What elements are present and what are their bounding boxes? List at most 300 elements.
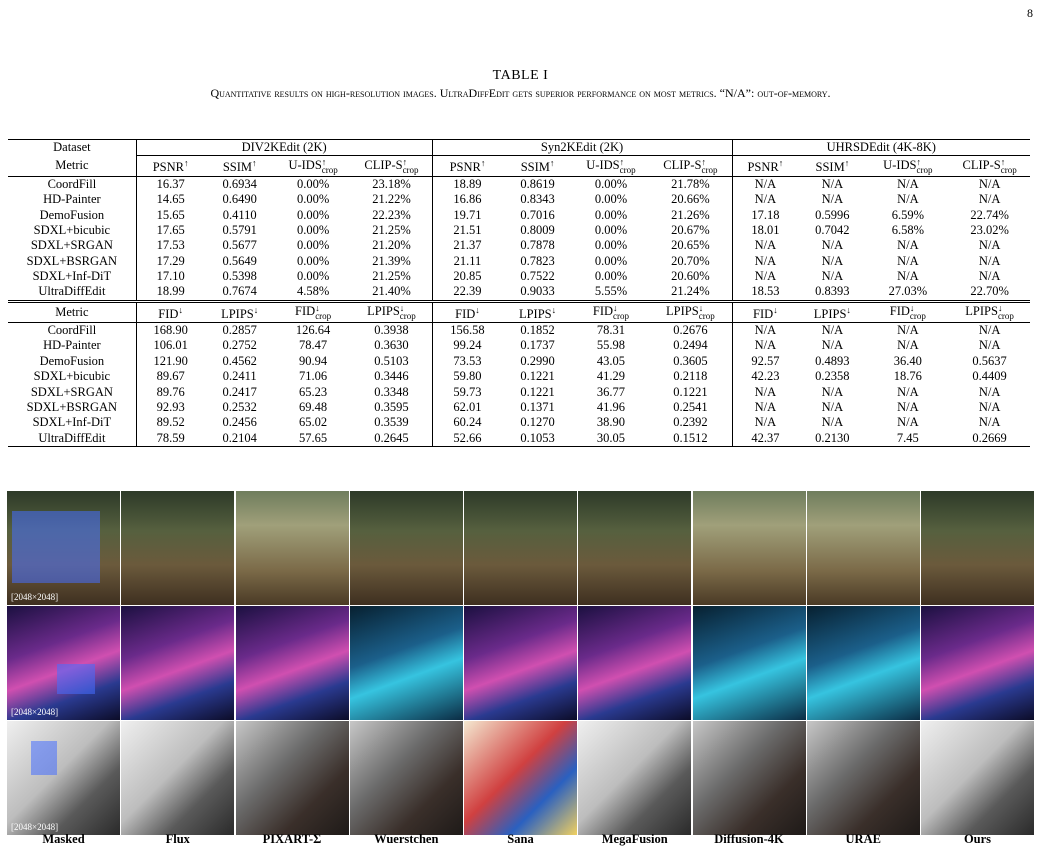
metric-header: LPIPS↓: [798, 301, 866, 322]
metric-value: 0.00%: [594, 222, 628, 237]
method-name: SDXL+Inf-DiT: [32, 269, 112, 284]
metric-value: 27.03%: [888, 284, 928, 299]
metric-value: 22.39: [432, 284, 502, 301]
metric-value: 0.00%: [275, 176, 352, 192]
metric-value: N/A: [732, 192, 798, 207]
metric-value: 21.40%: [372, 284, 411, 299]
metric-value: N/A: [897, 192, 919, 207]
metric-value: 22.70%: [970, 284, 1009, 299]
metric-header: CLIP-S↑ crop: [962, 157, 1017, 176]
metric-value: 17.10: [136, 269, 204, 284]
result-image: [350, 606, 463, 720]
metric-value: 89.67: [136, 369, 204, 384]
metric-value: 0.2417: [222, 384, 257, 399]
metric-value: 0.1512: [649, 431, 732, 447]
metric-value: 41.29: [596, 369, 626, 384]
metric-value: 0.6490: [222, 192, 257, 207]
metric-value: 78.31: [573, 322, 650, 338]
metric-value: N/A: [897, 238, 919, 253]
dataset-header-row: [8, 140, 1030, 156]
metric-header: LPIPS↓: [502, 301, 572, 322]
table-row: [8, 223, 1030, 238]
metric-header: PSNR↑: [136, 156, 204, 176]
metric-value: N/A: [978, 338, 1001, 353]
page-number: 8: [1027, 6, 1033, 20]
metric-value: 89.76: [136, 384, 204, 399]
dataset-header: Dataset: [8, 140, 136, 156]
group-header: Syn2KEdit (2K): [432, 140, 732, 156]
metric-value: 0.2358: [815, 369, 850, 384]
metric-value: 5.55%: [594, 284, 628, 299]
metric-value: N/A: [732, 176, 798, 192]
metric-value: 6.59%: [891, 207, 924, 222]
metric-header: FID↓: [432, 301, 502, 322]
table-row: [8, 369, 1030, 384]
metric-value: 21.39%: [372, 253, 411, 268]
method-name: HD-Painter: [43, 192, 101, 207]
table-row: [8, 322, 1030, 338]
metric-value: 65.23: [299, 384, 328, 399]
method-name: HD-Painter: [43, 338, 101, 353]
metric-value: N/A: [732, 384, 798, 399]
method-name: CoordFill: [8, 176, 136, 192]
result-image: [693, 491, 806, 605]
metric-value: 0.1371: [520, 399, 555, 414]
result-image: [7, 606, 120, 720]
metric-value: 0.2104: [205, 431, 275, 447]
result-image: [464, 606, 577, 720]
metric-value: 15.65: [136, 207, 204, 222]
method-label: Ours: [963, 832, 992, 846]
metric-value: N/A: [949, 322, 1030, 338]
metric-value: 22.74%: [970, 207, 1009, 222]
result-image: [7, 491, 120, 605]
metric-value: 0.8619: [502, 176, 572, 192]
metric-value: 0.5103: [374, 353, 409, 368]
metric-value: 19.71: [432, 207, 502, 222]
method-name: CoordFill: [8, 322, 136, 338]
metric-value: N/A: [732, 269, 798, 284]
resolution-tag: [2048×2048]: [11, 707, 59, 717]
result-image: [578, 491, 691, 605]
metric-header: LPIPS↓ crop: [351, 301, 432, 322]
result-image: [236, 606, 349, 720]
metric-value: 0.1221: [673, 384, 708, 399]
method-name: SDXL+bicubic: [33, 369, 111, 384]
method-name: UltraDiffEdit: [38, 284, 106, 299]
result-image: [464, 721, 577, 835]
metric-header: U-IDS↑ crop: [883, 157, 933, 176]
metric-value: N/A: [732, 322, 798, 338]
method-name: DemoFusion: [39, 353, 105, 368]
metric-value: 0.9033: [520, 284, 555, 299]
metric-value: 7.45: [866, 431, 949, 447]
table-row: [8, 338, 1030, 353]
metric-value: 0.00%: [296, 269, 330, 284]
metric-value: 18.89: [432, 176, 502, 192]
metric-value: 0.1221: [520, 369, 555, 384]
metric-value: 0.00%: [296, 222, 330, 237]
metric-value: 21.20%: [372, 238, 411, 253]
method-label: PIXART-Σ: [262, 832, 322, 846]
table-row: [8, 415, 1030, 430]
table-description: Quantitative results on high-resolution images. UltraDiffEdit gets superior performance on most metrics. “N/A”: out-of-memory.: [210, 86, 831, 100]
metric-value: 0.5398: [222, 269, 257, 284]
metric-value: N/A: [798, 176, 866, 192]
metric-value: 92.93: [136, 400, 204, 415]
method-label: MegaFusion: [601, 832, 668, 846]
metric-value: 65.02: [299, 415, 328, 430]
metric-header: SSIM↑: [520, 158, 555, 175]
metric-value: N/A: [821, 192, 844, 207]
metric-value: N/A: [821, 384, 844, 399]
metric-value: N/A: [978, 192, 1001, 207]
method-name: SDXL+BSRGAN: [26, 399, 118, 414]
metric-value: 0.00%: [296, 192, 330, 207]
metric-value: 42.37: [732, 431, 798, 447]
metric-value: 0.8009: [520, 222, 555, 237]
neon-highway-row: [7, 606, 1035, 720]
resolution-tag: [2048×2048]: [11, 592, 59, 602]
metric-value: 20.65%: [671, 238, 710, 253]
metric-value: 0.7522: [520, 269, 555, 284]
metric-value: N/A: [978, 399, 1001, 414]
metric-value: 57.65: [275, 431, 352, 447]
table-row: [8, 192, 1030, 207]
results-table: [8, 139, 1030, 447]
metric-value: 18.99: [136, 284, 204, 301]
method-name: UltraDiffEdit: [8, 431, 136, 447]
metric-value: 0.1221: [520, 384, 555, 399]
metric-header: SSIM↑: [815, 158, 850, 175]
result-image: [807, 606, 920, 720]
metric-value: N/A: [897, 253, 919, 268]
metric-value: 73.53: [432, 354, 502, 369]
metric-value: 0.2130: [798, 431, 866, 447]
metric-value: 55.98: [596, 338, 626, 353]
metric-value: N/A: [732, 254, 798, 269]
metric-value: 0.5791: [222, 222, 257, 237]
metric-value: 36.40: [893, 353, 922, 368]
metric-value: 18.01: [732, 223, 798, 238]
metric-value: N/A: [897, 415, 919, 430]
table-row: [8, 384, 1030, 399]
metric-value: 14.65: [136, 192, 204, 207]
result-image: [578, 721, 691, 835]
metric-value: 18.76: [893, 369, 922, 384]
metric-header: FID↓: [732, 301, 798, 322]
metric-value: 23.02%: [970, 222, 1009, 237]
metric-value: 90.94: [299, 353, 328, 368]
table-row: [8, 431, 1030, 447]
metric-value: 21.51: [432, 223, 502, 238]
metric-value: 0.2669: [949, 431, 1030, 447]
method-name: SDXL+SRGAN: [30, 384, 113, 399]
metric-value: 0.00%: [594, 238, 628, 253]
metric-value: 0.4409: [972, 369, 1007, 384]
metric-value: 0.5677: [222, 238, 257, 253]
method-name: DemoFusion: [39, 207, 105, 222]
metric-value: 30.05: [573, 431, 650, 447]
metric-label: Metric: [55, 158, 89, 173]
metric-value: 0.2532: [222, 399, 257, 414]
metric-header: PSNR↑: [732, 156, 798, 176]
metric-value: 0.3446: [374, 369, 409, 384]
method-labels: [7, 832, 1035, 847]
metric-value: 0.1737: [520, 338, 555, 353]
metric-header: FID↓ crop: [866, 301, 949, 322]
metric-value: 0.3605: [673, 353, 708, 368]
metric-value: 0.3630: [374, 338, 409, 353]
method-name: SDXL+BSRGAN: [26, 253, 118, 268]
table-row: [8, 238, 1030, 253]
result-image: [693, 606, 806, 720]
metric-value: N/A: [978, 253, 1001, 268]
metric-value: N/A: [732, 238, 798, 253]
method-label: Flux: [165, 832, 190, 846]
metric-header: CLIP-S↑ crop: [364, 157, 419, 176]
metric-value: 20.67%: [671, 222, 710, 237]
group-header: UHRSDEdit (4K-8K): [732, 140, 1030, 156]
result-image: [350, 491, 463, 605]
metric-value: 4.58%: [296, 284, 330, 299]
metric-value: 52.66: [432, 431, 502, 447]
metric-value: 0.8393: [815, 284, 850, 299]
table-title: TABLE I: [492, 68, 549, 83]
table-row: [8, 207, 1030, 222]
hiking-boots-row: [7, 491, 1035, 605]
metric-value: 71.06: [299, 369, 328, 384]
metric-header: PSNR↑: [432, 156, 502, 176]
metric-value: 0.7878: [520, 238, 555, 253]
table-row: [8, 269, 1030, 284]
metric-value: 0.00%: [296, 238, 330, 253]
metric-value: 0.00%: [594, 253, 628, 268]
metric-value: N/A: [897, 269, 919, 284]
metric-value: 0.4893: [815, 353, 850, 368]
metric-value: 0.1852: [502, 322, 572, 338]
metric-value: N/A: [821, 238, 844, 253]
metric-value: N/A: [798, 322, 866, 338]
metric-value: 92.57: [732, 354, 798, 369]
metric-value: 121.90: [136, 354, 204, 369]
metric-value: 0.2118: [673, 369, 708, 384]
metric-value: N/A: [866, 322, 949, 338]
metric-value: N/A: [821, 415, 844, 430]
result-image: [807, 491, 920, 605]
metric-value: 69.48: [299, 399, 328, 414]
metric-value: 0.2494: [673, 338, 708, 353]
metric-value: 0.3938: [351, 322, 432, 338]
metric-value: 21.26%: [671, 207, 710, 222]
metric-value: 0.4110: [222, 207, 257, 222]
metric-value: N/A: [978, 269, 1001, 284]
comparison-image-grid: [7, 491, 1035, 836]
metric-value: 21.22%: [372, 192, 411, 207]
metric-value: N/A: [949, 176, 1030, 192]
artist-sketch-row: [7, 721, 1035, 835]
mask-region: [12, 511, 100, 583]
metric-value: N/A: [821, 338, 844, 353]
resolution-tag: [2048×2048]: [11, 822, 59, 832]
method-label: Diffusion-4K: [714, 832, 784, 846]
metric-value: N/A: [978, 415, 1001, 430]
table-row: [8, 284, 1030, 301]
metric-value: 62.01: [432, 400, 502, 415]
metric-value: 0.2857: [205, 322, 275, 338]
metric-value: 17.65: [136, 223, 204, 238]
metric-value: 0.7823: [520, 253, 555, 268]
metric-value: N/A: [897, 384, 919, 399]
result-image: [121, 491, 234, 605]
method-label: Wuerstchen: [374, 832, 439, 846]
metric-value: 0.8343: [520, 192, 555, 207]
metric-value: 20.60%: [671, 269, 710, 284]
metric-value: 78.59: [136, 431, 204, 447]
metric-value: 43.05: [596, 353, 626, 368]
metric-value: 21.24%: [671, 284, 710, 299]
method-label: Sana: [507, 832, 534, 846]
metric-value: 41.96: [596, 399, 626, 414]
metric-value: N/A: [821, 399, 844, 414]
metric-value: 0.5637: [972, 353, 1007, 368]
method-name: SDXL+SRGAN: [30, 238, 113, 253]
metric-header: U-IDS↑ crop: [586, 157, 636, 176]
metric-value: 21.25%: [372, 269, 411, 284]
metric-value: 20.85: [432, 269, 502, 284]
metric-value: 0.2392: [673, 415, 708, 430]
metric-value: 0.3595: [374, 399, 409, 414]
metric-value: 0.2676: [649, 322, 732, 338]
metric-value: 0.7674: [222, 284, 257, 299]
mask-region: [57, 664, 95, 694]
method-label: Masked: [42, 832, 85, 846]
metric-header: U-IDS↑ crop: [288, 157, 338, 176]
metric-value: 0.2645: [351, 431, 432, 447]
metric-value: 17.29: [136, 254, 204, 269]
metric-header: FID↓ crop: [275, 301, 352, 322]
metric-value: 106.01: [136, 338, 204, 353]
metric-value: 59.73: [432, 384, 502, 399]
metric-value: N/A: [732, 338, 798, 353]
metric-value: 18.53: [732, 284, 798, 301]
metric-value: 20.66%: [671, 192, 710, 207]
metric-value: 0.2752: [222, 338, 257, 353]
metric-value: 22.23%: [372, 207, 411, 222]
metric-value: 20.70%: [671, 253, 710, 268]
result-image: [7, 721, 120, 835]
result-image: [464, 491, 577, 605]
metric-value: 156.58: [432, 322, 502, 338]
metric-value: 0.00%: [594, 269, 628, 284]
result-image: [921, 721, 1034, 835]
metric-header: FID↓ crop: [573, 301, 650, 322]
metric-header: SSIM↑: [222, 158, 257, 175]
metric-value: 42.23: [732, 369, 798, 384]
table-row: [8, 176, 1030, 192]
table-row: [8, 254, 1030, 269]
metric-value: 38.90: [596, 415, 626, 430]
metric-value: 0.1053: [502, 431, 572, 447]
metric-value: 0.7016: [520, 207, 555, 222]
metric-value: N/A: [897, 338, 919, 353]
metric-header-row: [8, 301, 1030, 322]
metric-value: 0.2990: [520, 353, 555, 368]
metric-value: 0.00%: [296, 207, 330, 222]
metric-value: 36.77: [596, 384, 626, 399]
metric-value: N/A: [821, 269, 844, 284]
result-image: [578, 606, 691, 720]
metric-value: 0.00%: [573, 176, 650, 192]
result-image: [121, 606, 234, 720]
metric-value: 0.2541: [673, 399, 708, 414]
metric-value: 0.00%: [594, 192, 628, 207]
metric-value: N/A: [866, 176, 949, 192]
method-label: URAE: [845, 832, 881, 846]
metric-value: 168.90: [136, 322, 204, 338]
table-row: [8, 354, 1030, 369]
result-image: [121, 721, 234, 835]
table-caption: [0, 68, 1041, 101]
result-image: [807, 721, 920, 835]
method-name: SDXL+bicubic: [33, 222, 111, 237]
metric-value: N/A: [897, 399, 919, 414]
metric-value: 78.47: [299, 338, 328, 353]
metric-value: 0.2456: [222, 415, 257, 430]
metric-value: 21.37: [432, 238, 502, 253]
metric-value: 0.3348: [374, 384, 409, 399]
metric-value: 17.53: [136, 238, 204, 253]
result-image: [921, 606, 1034, 720]
metric-value: 21.11: [432, 254, 502, 269]
metric-value: 0.6934: [205, 176, 275, 192]
mask-region: [31, 741, 57, 775]
method-name: SDXL+Inf-DiT: [32, 415, 112, 430]
metric-value: 17.18: [732, 207, 798, 222]
metric-value: N/A: [978, 384, 1001, 399]
metric-value: 0.2411: [222, 369, 257, 384]
metric-value: 126.64: [275, 322, 352, 338]
result-image: [350, 721, 463, 835]
result-image: [921, 491, 1034, 605]
metric-value: N/A: [732, 415, 798, 430]
metric-value: 0.00%: [594, 207, 628, 222]
metric-value: 21.25%: [372, 222, 411, 237]
result-image: [236, 491, 349, 605]
metric-value: 59.80: [432, 369, 502, 384]
metric-value: 0.5649: [222, 253, 257, 268]
metric-value: 0.5996: [815, 207, 850, 222]
metric-value: 0.3539: [374, 415, 409, 430]
table-row: [8, 400, 1030, 415]
metric-header: LPIPS↓ crop: [649, 301, 732, 322]
metric-header: LPIPS↓ crop: [949, 301, 1030, 322]
result-image: [236, 721, 349, 835]
metric-value: N/A: [978, 238, 1001, 253]
metric-value: 21.78%: [649, 176, 732, 192]
metric-value: 0.4562: [222, 353, 257, 368]
metric-value: 0.00%: [296, 253, 330, 268]
metric-value: 16.37: [136, 176, 204, 192]
metric-value: 99.24: [432, 338, 502, 353]
metric-label: Metric: [8, 301, 136, 322]
metric-value: N/A: [732, 400, 798, 415]
metric-header-row: [8, 156, 1030, 176]
result-image: [693, 721, 806, 835]
metric-value: 23.18%: [351, 176, 432, 192]
group-header: DIV2KEdit (2K): [136, 140, 432, 156]
metric-value: 0.7042: [815, 222, 850, 237]
